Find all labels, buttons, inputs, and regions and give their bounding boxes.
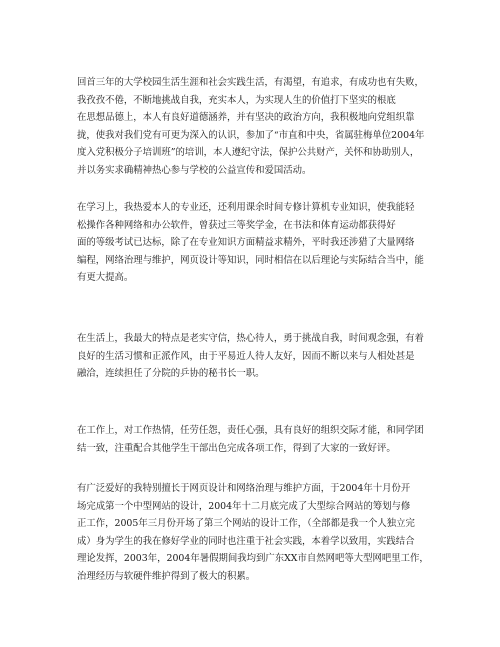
text-line: 融洽，连续担任了分院的乒协的秘书长一职。 xyxy=(77,368,265,380)
text-line: 有广泛爱好的我特别擅长于网页设计和网络治理与维护方面，于2004年十月份开 xyxy=(77,483,411,494)
text-line: 编程，网络治理与维护，网页设计等知识，同时相信在以后理论与实际结合当中，能 xyxy=(77,254,424,266)
paragraph-intro xyxy=(77,74,437,180)
text-line: 在工作上，对工作热情，任劳任怨，责任心强，具有良好的组织交际才能，和同学团 xyxy=(77,425,424,436)
text-line: 在思想品德上，本人有良好道德涵养，并有坚决的政治方向，我积极地向党组织靠 xyxy=(77,112,415,124)
text-line: 松操作各种网络和办公软件，曾获过三等奖学金，在书法和体育运动都获得好 xyxy=(77,219,396,231)
text-line: 有更大提高。 xyxy=(77,272,134,284)
text-line: 拢，使我对我们党有可更为深入的认识，参加了“市直和中央，省属驻梅单位2004年 xyxy=(77,129,425,141)
text-line: 并以务实求确精神热心参与学校的公益宣传和爱国活动。 xyxy=(77,164,312,176)
text-line: 良好的生活习惯和正派作风，由于平易近人待人友好，因而不断以来与人相处甚是 xyxy=(77,350,415,362)
text-line: 度入党积极分子培训班”的培训，本人遵纪守法，保护公共财产，关怀和协助别人， xyxy=(77,147,420,159)
text-line: 在生活上，我最大的特点是老实守信，热心待人，勇于挑战自我，时间观念强，有着 xyxy=(77,333,424,344)
text-line: 回首三年的大学校园生活生涯和社会实践生活，有渴望，有追求，有成功也有失败， xyxy=(77,77,424,88)
paragraph-hobbies xyxy=(77,480,437,586)
text-line: 治理经历与软硬件维护得到了极大的积累。 xyxy=(77,570,256,582)
text-line: 正工作，2005年三月份开场了第三个网站的设计工作，（全部都是我一个人独立完 xyxy=(77,518,415,530)
text-line: 成）身为学生的我在修好学业的同时也注重于社会实践，本着学以致用，实践结合 xyxy=(77,535,415,547)
paragraph-study xyxy=(77,199,437,287)
text-line: 结一致，注重配合其他学生干部出色完成各项工作，得到了大家的一致好评。 xyxy=(77,442,396,454)
paragraph-work xyxy=(77,422,437,457)
paragraph-life xyxy=(77,330,437,383)
text-line: 理论发挥，2003年，2004年暑假期间我均到广东XX市自然网吧等大型网吧里工作， xyxy=(77,553,429,565)
text-line: 面的等级考试已达标，除了在专业知识方面精益求精外，平时我还涉猎了大量网络 xyxy=(77,237,415,249)
text-line: 我孜孜不倦，不断地挑战自我，充实本人，为实现人生的价值打下坚实的根底 xyxy=(77,94,396,106)
text-line: 场完成第一个中型网站的设计，2004年十二月底完成了大型综合网站的筹划与修 xyxy=(77,500,411,512)
text-line: 在学习上，我热爱本人的专业还，还利用课余时间专修计算机专业知识，使我能轻 xyxy=(77,202,415,213)
